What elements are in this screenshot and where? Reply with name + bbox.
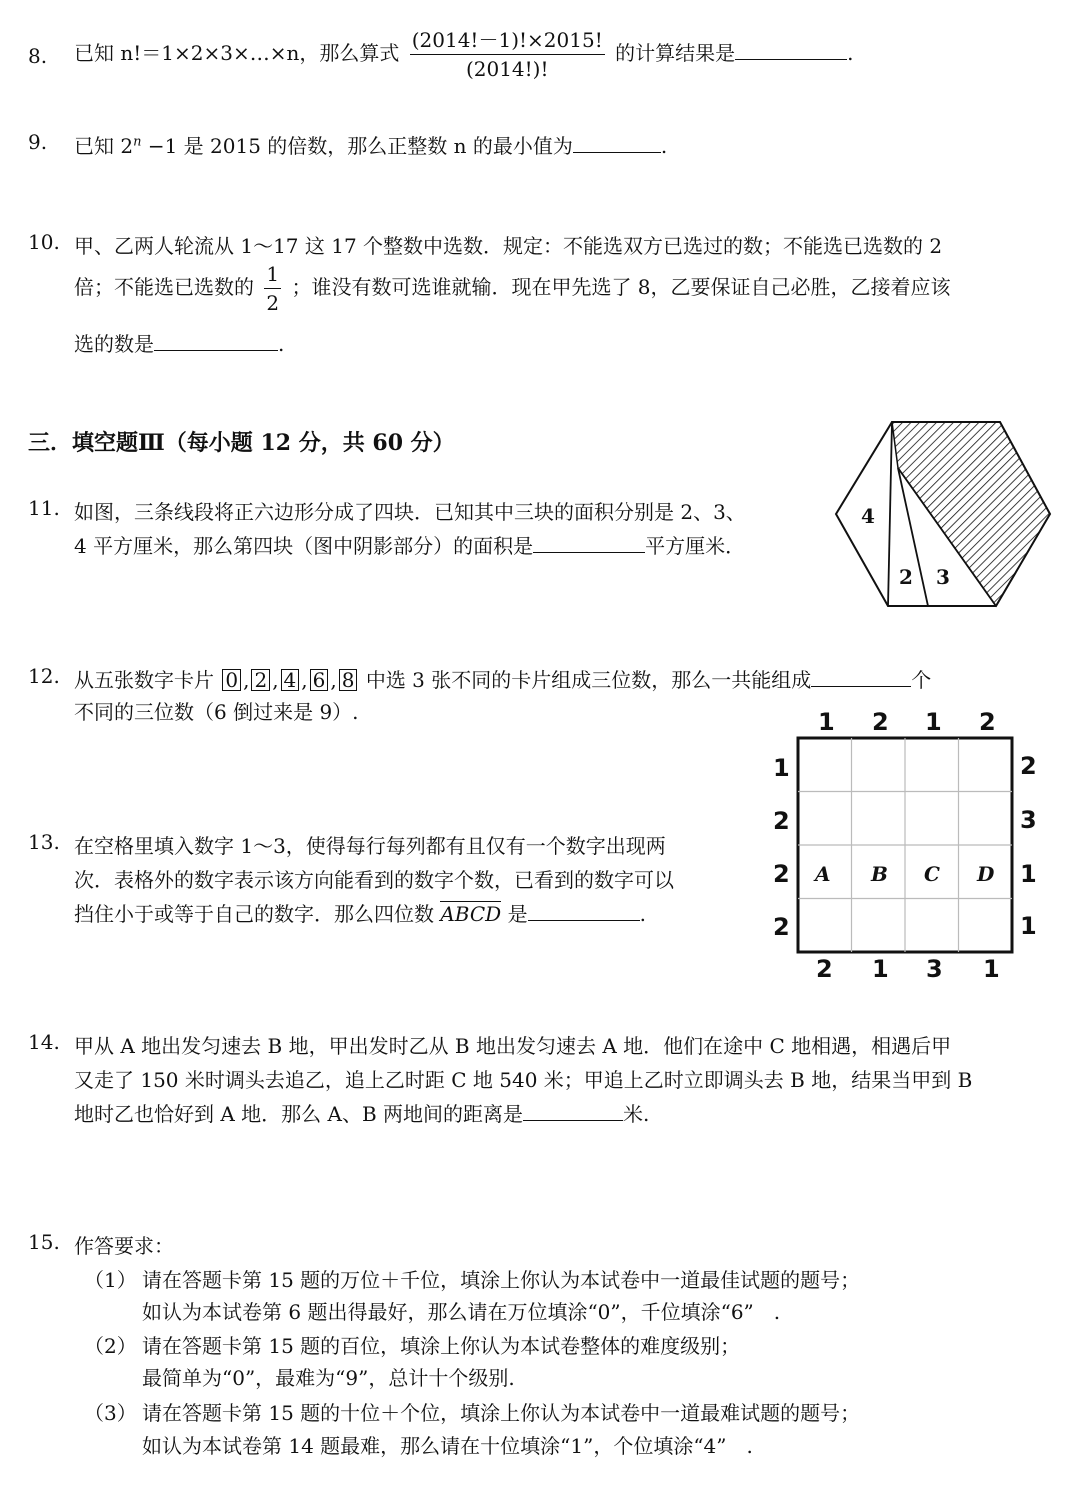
q14-answer-blank[interactable] bbox=[523, 1100, 623, 1121]
q9-text: 已知 $2^n -1$ 是 2015 的倍数，那么正整数 n 的最小值为 . bbox=[74, 134, 668, 158]
grid-top-3: 1 bbox=[925, 708, 942, 736]
q10-line3: 选的数是 . bbox=[74, 332, 285, 356]
digit-card-2: 2 bbox=[251, 669, 270, 691]
q15-item2-line2: 最简单为“0”，最难为“9”，总计十个级别. bbox=[142, 1366, 515, 1390]
skyscraper-grid bbox=[796, 736, 1014, 954]
grid-bottom-3: 3 bbox=[926, 955, 943, 983]
grid-right-1: 2 bbox=[1020, 752, 1037, 780]
q15-item2-label: （2） bbox=[84, 1334, 137, 1358]
grid-cell-b: B bbox=[871, 862, 888, 886]
q15-item3-label: （3） bbox=[84, 1401, 137, 1425]
q11-number: 11. bbox=[28, 496, 60, 520]
q15-number: 15. bbox=[28, 1230, 60, 1254]
hex-label-4: 4 bbox=[861, 504, 875, 528]
grid-bottom-2: 1 bbox=[872, 955, 889, 983]
grid-bottom-1: 2 bbox=[816, 955, 833, 983]
grid-top-1: 1 bbox=[818, 708, 835, 736]
q10-fraction: $\frac{1}{2}$ bbox=[266, 262, 280, 315]
q14-number: 14. bbox=[28, 1030, 60, 1054]
grid-top-4: 2 bbox=[979, 708, 996, 736]
q12-line1: 从五张数字卡片 0 , 2 , 4 , 6 , 8 中选 3 张不同的卡片组成三位数，那么一共能组成 个 bbox=[74, 668, 932, 692]
q13-line1: 在空格里填入数字 1～3，使得每行每列都有且仅有一个数字出现两 bbox=[74, 834, 666, 858]
q13-number: 13. bbox=[28, 830, 60, 854]
digit-card-0: 0 bbox=[222, 669, 241, 691]
q15-title: 作答要求： bbox=[74, 1234, 174, 1258]
q15-item3-line2: 如认为本试卷第 14 题最难，那么请在十位填涂“1”，个位填涂“4” . bbox=[142, 1434, 753, 1458]
q14-line3: 地时乙也恰好到 A 地．那么 A、B 两地间的距离是 米. bbox=[74, 1102, 650, 1126]
q12-line2: 不同的三位数（6 倒过来是 9）. bbox=[74, 700, 359, 724]
q13-answer-blank[interactable] bbox=[528, 900, 640, 921]
grid-cell-d: D bbox=[977, 862, 995, 886]
grid-left-3: 2 bbox=[773, 860, 790, 888]
grid-right-4: 1 bbox=[1020, 912, 1037, 940]
q15-item1-line2: 如认为本试卷第 6 题出得最好，那么请在万位填涂“0”，千位填涂“6” . bbox=[142, 1300, 781, 1324]
q8-fraction: $\frac{(2014!-1)!\times 2015!}{(2014!)!}$ bbox=[411, 28, 603, 81]
q15-item1-label: （1） bbox=[84, 1268, 137, 1292]
q13-line3: 挡住小于或等于自己的数字．那么四位数 ABCD 是 . bbox=[74, 902, 646, 926]
section-title: 三．填空题Ⅲ（每小题 12 分，共 60 分） bbox=[28, 430, 455, 456]
q11-line2: 4 平方厘米，那么第四块（图中阴影部分）的面积是 平方厘米． bbox=[74, 534, 746, 558]
q13-abcd: ABCD bbox=[440, 902, 502, 926]
q12-number: 12. bbox=[28, 664, 60, 688]
q9-number: 9. bbox=[28, 130, 48, 154]
q15-item2-line1: 请在答题卡第 15 题的百位，填涂上你认为本试卷整体的难度级别； bbox=[142, 1334, 741, 1358]
grid-cell-c: C bbox=[924, 862, 940, 886]
q14-line1: 甲从 A 地出发匀速去 B 地，甲出发时乙从 B 地出发匀速去 A 地．他们在途中 C 地相遇，相遇后甲 bbox=[74, 1034, 952, 1058]
q11-answer-blank[interactable] bbox=[533, 532, 645, 553]
digit-card-6: 6 bbox=[310, 669, 329, 691]
grid-cell-a: A bbox=[815, 862, 831, 886]
grid-bottom-4: 1 bbox=[983, 955, 1000, 983]
q14-line2: 又走了 150 米时调头去追乙，追上乙时距 C 地 540 米；甲追上乙时立即调头去 B 地，结果当甲到 B bbox=[74, 1068, 973, 1092]
hex-label-3: 3 bbox=[936, 565, 950, 589]
q11-line1: 如图，三条线段将正六边形分成了四块．已知其中三块的面积分别是 2、3、 bbox=[74, 500, 746, 524]
digit-card-4: 4 bbox=[281, 669, 300, 691]
digit-card-8: 8 bbox=[339, 669, 358, 691]
q13-line2: 次．表格外的数字表示该方向能看到的数字个数，已看到的数字可以 bbox=[74, 868, 674, 892]
q10-line1: 甲、乙两人轮流从 1～17 这 17 个整数中选数．规定：不能选双方已选过的数；不能选已选数的 2 bbox=[74, 234, 943, 258]
q10-answer-blank[interactable] bbox=[154, 330, 278, 351]
q8-text: 已知 n!＝1×2×3×…×n，那么算式 $\frac{(2014!-1)!\times 2015!}{(2014!)!}$ 的计算结果是 . bbox=[74, 28, 854, 81]
q10-line2: 倍；不能选已选数的 $\frac{1}{2}$ ；谁没有数可选谁就输．现在甲先选了 8，乙要保证自己必胜，乙接着应该 bbox=[74, 262, 951, 315]
grid-left-2: 2 bbox=[773, 807, 790, 835]
q8-answer-blank[interactable] bbox=[735, 39, 847, 60]
grid-top-2: 2 bbox=[872, 708, 889, 736]
q15-item3-line1: 请在答题卡第 15 题的十位＋个位，填涂上你认为本试卷中一道最难试题的题号； bbox=[142, 1401, 861, 1425]
q9-answer-blank[interactable] bbox=[573, 132, 661, 153]
hex-label-2: 2 bbox=[899, 565, 913, 589]
grid-right-3: 1 bbox=[1020, 860, 1037, 888]
grid-left-4: 2 bbox=[773, 913, 790, 941]
q12-answer-blank[interactable] bbox=[811, 666, 911, 687]
q8-number: 8. bbox=[28, 44, 48, 68]
grid-right-2: 3 bbox=[1020, 806, 1037, 834]
q15-item1-line1: 请在答题卡第 15 题的万位＋千位，填涂上你认为本试卷中一道最佳试题的题号； bbox=[142, 1268, 861, 1292]
q10-number: 10. bbox=[28, 230, 60, 254]
grid-left-1: 1 bbox=[773, 754, 790, 782]
